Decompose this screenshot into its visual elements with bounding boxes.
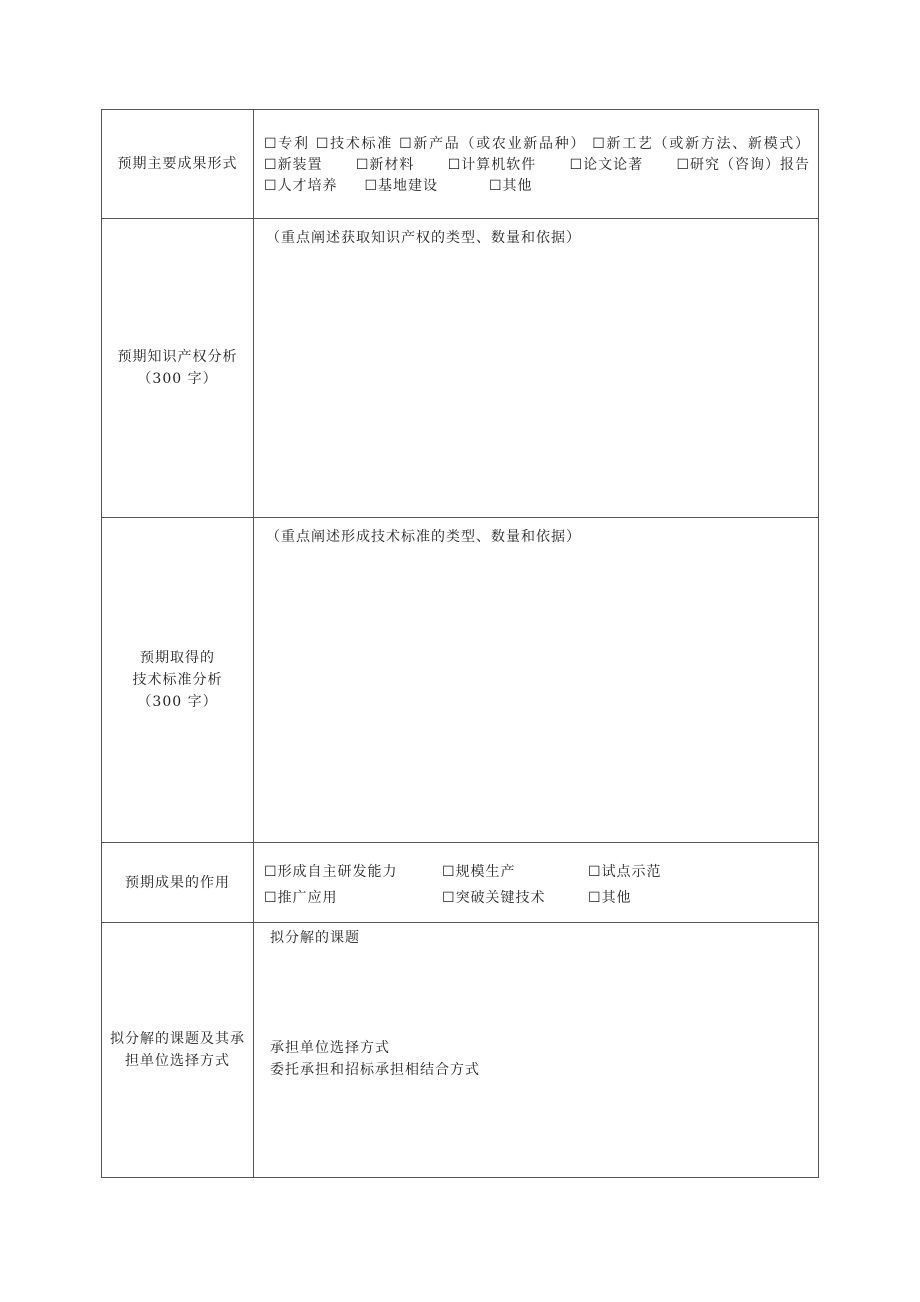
row-subtopics [102, 923, 819, 1178]
ip-analysis-label: 预期知识产权分析 （300 字） [102, 219, 254, 518]
results-form-option-list-cont [264, 155, 810, 197]
effect-pilot-demo[interactable]: ☐试点示范 [588, 864, 662, 880]
option-talent[interactable]: ☐人才培养 [264, 178, 338, 194]
checkbox-icon[interactable]: ☐ [364, 178, 379, 194]
checkbox-icon[interactable]: ☐ [442, 864, 456, 880]
results-effect-options [254, 843, 819, 923]
row-results-form [102, 110, 819, 219]
checkbox-icon[interactable]: ☐ [588, 864, 602, 880]
effect-self-rd[interactable]: ☐形成自主研发能力 [264, 864, 398, 880]
selection-method [270, 1037, 810, 1081]
checkbox-icon[interactable]: ☐ [399, 136, 413, 152]
checkbox-icon[interactable]: ☐ [442, 890, 456, 906]
row-ip-analysis [102, 219, 819, 518]
standard-analysis-hint: （重点阐述形成技术标准的类型、数量和依据） [266, 529, 581, 545]
checkbox-icon[interactable]: ☐ [588, 890, 602, 906]
effect-other[interactable]: ☐其他 [588, 890, 632, 906]
results-form-option-list [264, 134, 810, 155]
ip-analysis-field[interactable] [254, 219, 819, 518]
subtopic-title: 拟分解的课题 [270, 930, 360, 946]
option-other[interactable]: ☐其他 [488, 178, 533, 194]
standard-analysis-label: 预期取得的 技术标准分析 （300 字） [102, 518, 254, 843]
effect-key-tech[interactable]: ☐突破关键技术 [442, 890, 546, 906]
option-new-material[interactable]: ☐新材料 [355, 157, 415, 173]
option-new-process[interactable]: ☐新工艺（或新方法、新模式） [592, 136, 811, 152]
effect-promotion[interactable]: ☐推广应用 [264, 890, 338, 906]
row-standard-analysis [102, 518, 819, 843]
checkbox-icon[interactable]: ☐ [264, 136, 278, 152]
checkbox-icon[interactable]: ☐ [315, 136, 330, 152]
effect-mass-production[interactable]: ☐规模生产 [442, 864, 516, 880]
row-results-effect [102, 843, 819, 923]
results-effect-label: 预期成果的作用 [102, 843, 254, 923]
option-research-report[interactable]: ☐研究（咨询）报告 [676, 157, 810, 173]
checkbox-icon[interactable]: ☐ [355, 157, 370, 173]
selection-method-value: 委托承担和招标承担相结合方式 [270, 1062, 480, 1078]
selection-method-title: 承担单位选择方式 [270, 1040, 390, 1056]
results-form-label: 预期主要成果形式 [102, 110, 254, 219]
option-software[interactable]: ☐计算机软件 [447, 157, 537, 173]
option-base[interactable]: ☐基地建设 [364, 178, 439, 194]
checkbox-icon[interactable]: ☐ [592, 136, 606, 152]
option-tech-standard[interactable]: ☐技术标准 [315, 136, 393, 152]
option-new-product[interactable]: ☐新产品（或农业新品种） [399, 136, 587, 152]
checkbox-icon[interactable]: ☐ [264, 864, 278, 880]
subtopics-label: 拟分解的课题及其承 担单位选择方式 [102, 923, 254, 1178]
results-form-options [254, 110, 819, 219]
project-form-table [101, 109, 819, 1178]
checkbox-icon[interactable]: ☐ [264, 178, 278, 194]
ip-analysis-hint: （重点阐述获取知识产权的类型、数量和依据） [266, 230, 581, 246]
results-effect-option-grid [264, 861, 810, 909]
checkbox-icon[interactable]: ☐ [569, 157, 584, 173]
option-new-device[interactable]: ☐新装置 [264, 157, 323, 173]
subtopics-field[interactable] [254, 923, 819, 1178]
option-patent[interactable]: ☐专利 [264, 136, 310, 152]
checkbox-icon[interactable]: ☐ [488, 178, 503, 194]
checkbox-icon[interactable]: ☐ [447, 157, 462, 173]
checkbox-icon[interactable]: ☐ [264, 890, 278, 906]
standard-analysis-field[interactable] [254, 518, 819, 843]
checkbox-icon[interactable]: ☐ [676, 157, 690, 173]
checkbox-icon[interactable]: ☐ [264, 157, 278, 173]
option-papers[interactable]: ☐论文论著 [569, 157, 644, 173]
